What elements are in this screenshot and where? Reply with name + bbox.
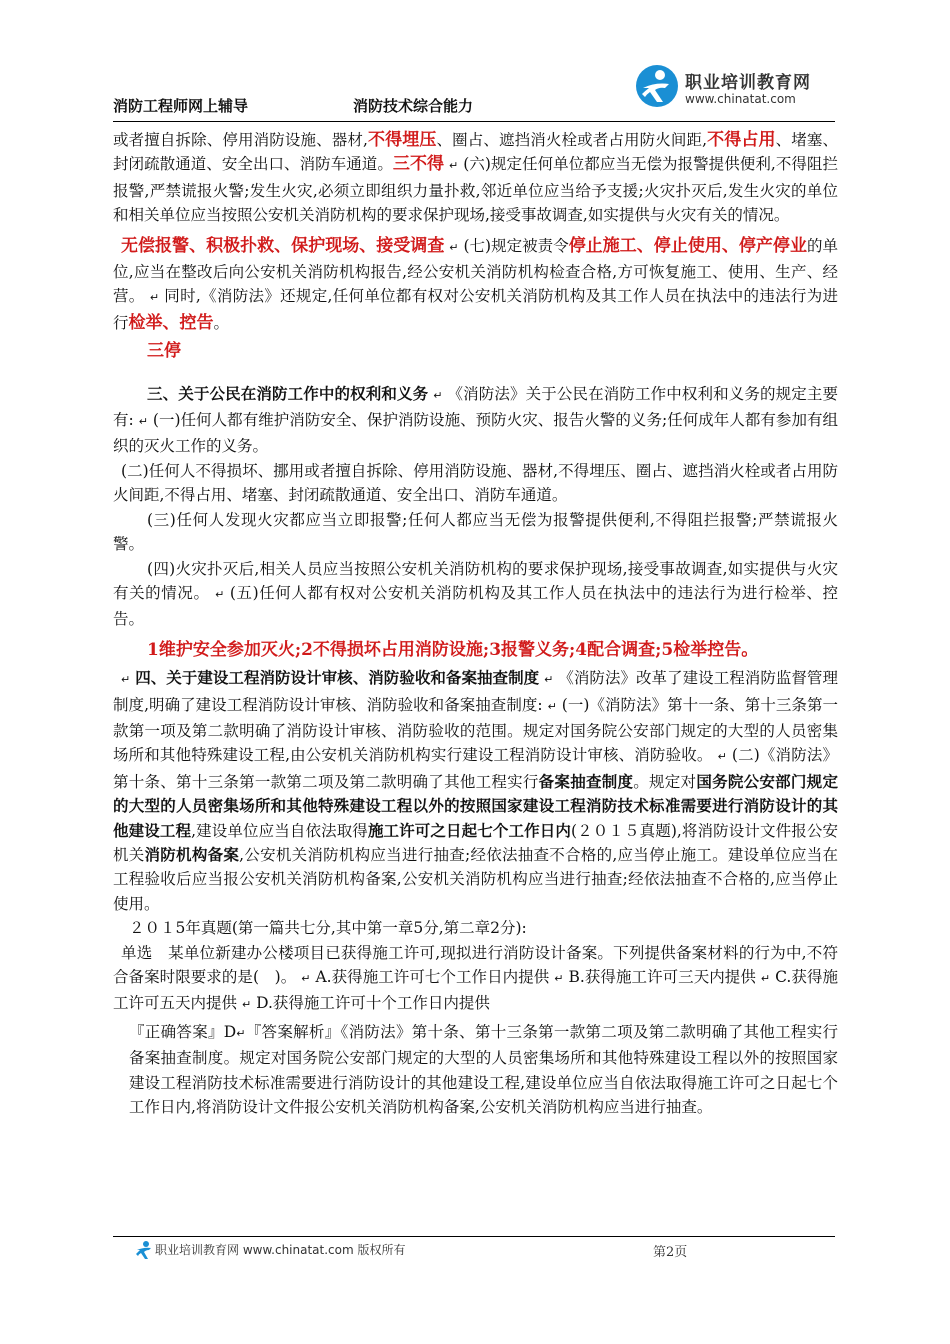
section-4-heading: 四、关于建设工程消防设计审核、消防验收和备案抽查制度	[135, 668, 540, 688]
paragraph-mark-icon: ↵	[544, 673, 554, 687]
paragraph-2: 无偿报警、积极扑救、保护现场、接受调查 ↵ (七)规定被责令停止施工、停止使用、停产停业的单位,应当在整改后向公安机关消防机构报告,经公安机关消防机构检查合格,方可恢复施工、使用、生产、经营。 ↵ 同时,《消防法》还规定,任何单位都有权对公安机关消防机构及其工作人员在执法中的违法行为进行检举、控告。	[113, 235, 838, 333]
document-body	[113, 128, 838, 1119]
paragraph-11: 单选 某单位新建办公楼项目已获得施工许可,现拟进行消防设计备案。下列提供备案材料的行为中,不符合备案时限要求的是( )。 ↵ A.获得施工许可七个工作日内提供 ↵ B.获得施工许可三天内提供 ↵ C.获得施工许可五天内提供 ↵ D.获得施工许可十个工作日内提供	[113, 943, 838, 1013]
paragraph-1: 或者擅自拆除、停用消防设施、器材,不得埋压、圈占、遮挡消火栓或者占用防火间距,不得占用、堵塞、封闭疏散通道、安全出口、消防车通道。三不得 ↵ (六)规定任何单位都应当无偿为报警提供便利,不得阻拦报警,严禁谎报火警;发生火灾,必须立即组织力量扑救,邻近单位应当给予支援;火灾扑灭后,发生火灾的单位和相关单位应当按照公安机关消防机构的要求保护现场,接受事故调查,如实提供与火灾有关的情况。	[113, 130, 839, 225]
highlight-stop-orders: 停止施工、停止使用、停产停业	[568, 235, 807, 256]
footer-logo-icon	[135, 1240, 153, 1260]
paragraph-mark-icon: ↵	[717, 750, 727, 764]
paragraph-mark-icon: ↵	[449, 159, 459, 173]
paragraph-mark-icon: ↵	[121, 673, 131, 687]
header-subject: 消防技术综合能力	[353, 97, 474, 115]
paragraph-mark-icon: ↵	[449, 240, 459, 254]
paragraph-mark-icon: ↵	[554, 972, 564, 985]
header-rule	[113, 121, 835, 122]
paragraph-mark-icon: ↵	[236, 1026, 246, 1040]
site-logo	[635, 62, 825, 112]
page-footer	[113, 1236, 835, 1266]
header-course: 消防工程师网上辅导	[113, 97, 249, 115]
logo-name: 职业培训教育网	[685, 73, 811, 93]
paragraph-mark-icon: ↵	[433, 388, 443, 402]
paragraph-mark-icon: ↵	[547, 699, 557, 713]
highlight-report: 检举、控告	[128, 312, 214, 333]
highlight-three-nots: 三不得	[392, 154, 445, 175]
highlight-no-occupy: 不得占用	[707, 130, 776, 150]
paragraph-9: ↵ 四、关于建设工程消防设计审核、消防验收和备案抽查制度 ↵ 《消防法》改革了建设工程消防监督管理制度,明确了建设工程消防设计审核、消防验收和备案抽查制度: ↵ (一)《消防法》第十一条、第十三条第一款第一项及第二款明确了消防设计审核、消防验收的范围。规定对国务院公安部门规定的大型的人员密集场所和其他特殊建设工程,由公安机关消防机构实行建设工程消防设计审核、消防验收。 ↵ (二)《消防法》第十条、第十三条第一款第二项及第二款明确了其他工程实行备案抽查制度。规定对国务院公安部门规定的大型的人员密集场所和其他特殊建设工程以外的按照国家建设工程消防技术标准需要进行消防设计的其他建设工程,建设单位应当自依法取得施工许可之日起七个工作日内(２０１５真题),将消防设计文件报公安机关消防机构备案,公安机关消防机构应当进行抽查;经依法抽查不合格的,应当停止施工。建设单位应当在工程验收后应当报公安机关消防机构备案,公安机关消防机构应当进行抽查;经依法抽查不合格的,应当停止使用。	[113, 668, 838, 913]
logo-url: www.chinatat.com	[685, 92, 796, 106]
page-number: 第2页	[653, 1245, 688, 1260]
section-3-heading: 三、关于公民在消防工作中的权利和义务	[147, 383, 429, 403]
paragraph-3	[113, 339, 838, 363]
paragraph-10: ２０１5年真题(第一篇共七分,其中第一章5分,第二章2分):	[129, 919, 527, 938]
footer-rule	[113, 1236, 835, 1237]
paragraph-12: 『正确答案』D↵『答案解析』《消防法》第十条、第十三条第一款第二项及第二款明确了其他工程实行备案抽查制度。规定对国务院公安部门规定的大型的人员密集场所和其他特殊建设工程以外的按照国家建设工程消防技术标准需要进行消防设计的其他建设工程,建设单位应当自依法取得施工许可之日起七个工作日内,将消防设计文件报公安机关消防机构备案,公安机关消防机构应当进行抽查。	[129, 1022, 838, 1117]
paragraph-7: (四)火灾扑灭后,相关人员应当按照公安机关消防机构的要求保护现场,接受事故调查,如实提供与火灾有关的情况。 ↵ (五)任何人都有权对公安机关消防机构及其工作人员在执法中的违法行为进行检举、控告。	[113, 559, 838, 629]
highlight-three-stops: 三停	[147, 341, 181, 362]
paragraph-4: 三、关于公民在消防工作中的权利和义务 ↵ 《消防法》关于公民在消防工作中权利和义务的规定主要有: ↵ (一)任何人都有维护消防安全、保护消防设施、预防火灾、报告火警的义务;任何成年人都有参加有组织的灭火工作的义务。	[113, 383, 839, 456]
logo-person-icon	[635, 64, 679, 108]
highlight-four-duties: 无偿报警、积极扑救、保护现场、接受调查	[121, 235, 445, 256]
paragraph-mark-icon: ↵	[149, 291, 160, 305]
paragraph-mark-icon: ↵	[301, 972, 311, 985]
highlight-no-bury: 不得埋压	[367, 130, 437, 150]
highlight-summary: 1维护安全参加灭火;2不得损坏占用消防设施;3报警义务;4配合调查;5检举控告。	[147, 639, 759, 660]
page-header	[113, 62, 835, 122]
footer-copyright: 职业培训教育网 www.chinatat.com 版权所有	[155, 1243, 406, 1257]
paragraph-6: (三)任何人发现火灾都应当立即报警;任何人都应当无偿为报警提供便利,不得阻拦报警;严禁谎报火警。	[113, 510, 838, 554]
paragraph-5: (二)任何人不得损坏、挪用或者擅自拆除、停用消防设施、器材,不得埋压、圈占、遮挡消火栓或者占用防火间距,不得占用、堵塞、封闭疏散通道、安全出口、消防车通道。	[113, 461, 838, 505]
paragraph-mark-icon: ↵	[760, 972, 771, 985]
paragraph-mark-icon: ↵	[241, 998, 252, 1012]
paragraph-mark-icon: ↵	[215, 587, 225, 601]
paragraph-8	[113, 638, 838, 662]
paragraph-mark-icon: ↵	[138, 415, 148, 429]
